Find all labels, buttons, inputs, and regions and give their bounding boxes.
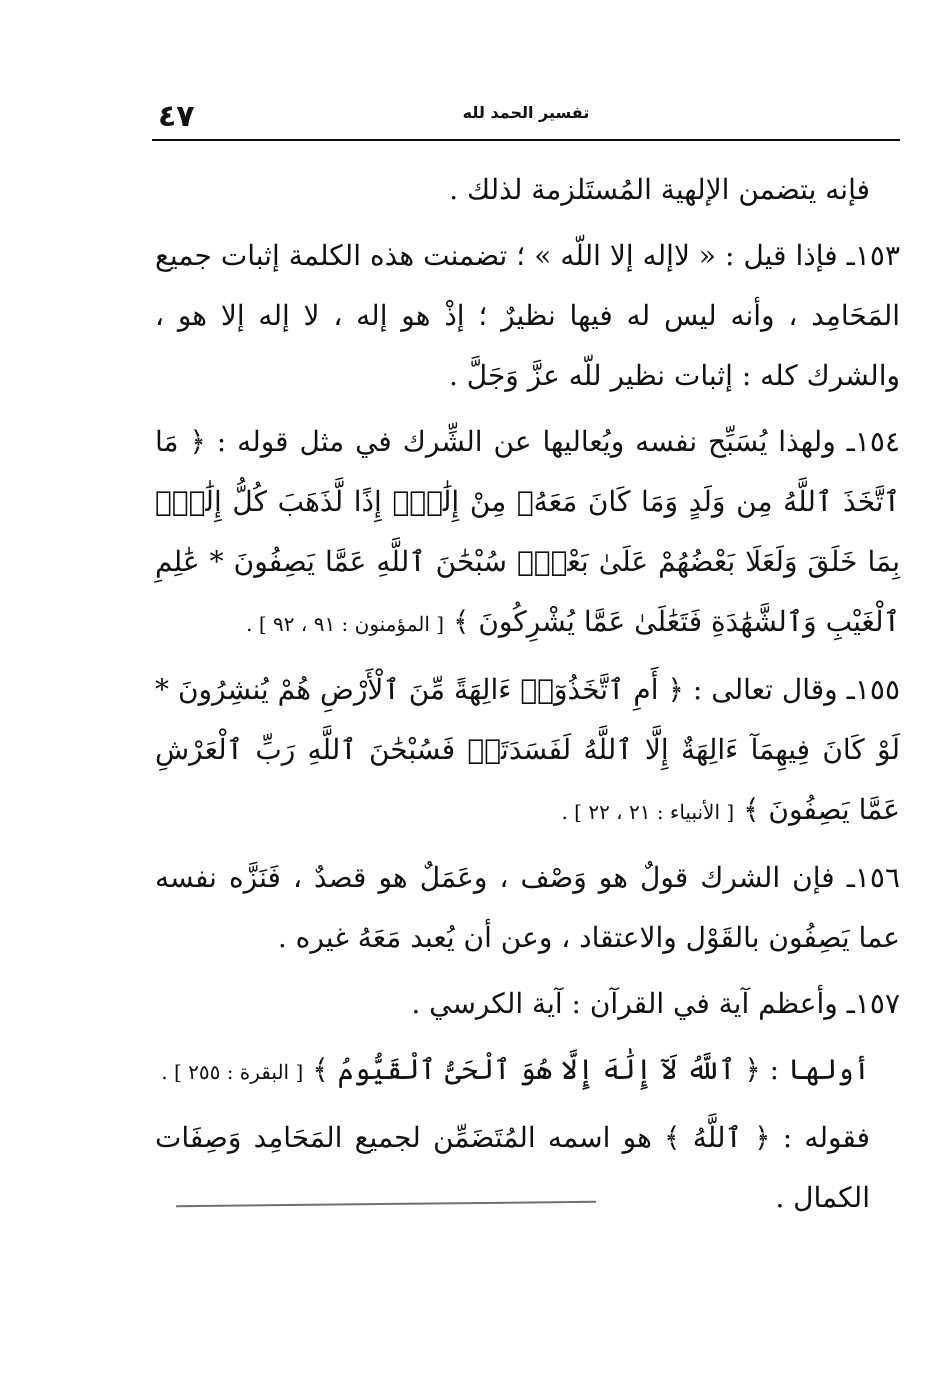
page-number: ٤٧ <box>158 99 195 134</box>
paragraph-number: ١٥٣ـ <box>846 239 900 272</box>
paragraph-text: فإنه يتضمن الإلهية المُستَلزمة لذلك . <box>449 173 870 206</box>
paragraph-text: وأعظم آية في القرآن : آية الكرسي . <box>411 987 838 1020</box>
paragraph-157 <box>155 974 900 1034</box>
verse-reference: [ المؤمنون : ٩١ ، ٩٢ ] . <box>246 612 445 636</box>
paragraph-157-explanation <box>155 1108 900 1228</box>
paragraph-number: ١٥٦ـ <box>846 861 901 894</box>
paragraph-156 <box>155 848 900 968</box>
verse-reference: [ البقرة : ٢٥٥ ] . <box>161 1060 304 1084</box>
paragraph-number: ١٥٥ـ <box>846 673 900 706</box>
paragraph-number: ١٥٤ـ <box>846 425 900 458</box>
paragraph-text: فإن الشرك قولٌ هو وَصْف ، وعَمَلٌ هو قصدٌ ، فَنَزَّه نفسه عما يَصِفُون بالقَوْل والاعتقاد ، وعن أن يُعبد مَعَهُ غيره . <box>155 861 900 954</box>
paragraph-153 <box>155 226 900 406</box>
paragraph-text: ولهذا يُسَبِّح نفسه ويُعاليها عن الشِّرك في مثل قوله : ﴿ مَا ٱتَّخَذَ ٱللَّهُ مِن وَلَدٍ وَمَا كَانَ مَعَهُۥ مِنْ إِلَٰهٍۚ إِذًا لَّذَهَبَ كُلُّ إِلَٰهٍۭ بِمَا خَلَقَ وَلَعَلَا بَعْضُهُمْ عَلَىٰ بَعْضٍۚ سُبْحَٰنَ ٱللَّهِ عَمَّا يَصِفُونَ * عَٰلِمِ ٱلْغَيْبِ وَٱلشَّهَٰدَةِ فَتَعَٰلَىٰ عَمَّا يُشْرِكُونَ ﴾ <box>155 425 900 638</box>
page-body <box>155 160 900 1234</box>
paragraph-text: فقوله : ﴿ ٱللَّهُ ﴾ هو اسمه المُتَضَمِّن لجميع المَحَامِد وَصِفَات الكمال . <box>155 1121 870 1214</box>
paragraph-157-verse <box>155 1040 900 1102</box>
running-title: تفسير الحمد لله <box>462 103 590 122</box>
paragraph-154 <box>155 412 900 654</box>
verse-reference: [ الأنبياء : ٢١ ، ٢٢ ] . <box>561 800 735 824</box>
paragraph-155 <box>155 660 900 842</box>
paragraph-text: فإذا قيل : « لاإله إلا اللّه » ؛ تضمنت هذه الكلمة إثبات جميع المَحَامِد ، وأنه ليس له فيها نظيرٌ ؛ إذْ هو إله ، لا إله إلا هو ، والشرك كله : إثبات نظير للّه عزَّ وَجَلَّ . <box>155 239 900 392</box>
paragraph-text: وقال تعالى : ﴿ أَمِ ٱتَّخَذُوٓا۟ ءَالِهَةً مِّنَ ٱلْأَرْضِ هُمْ يُنشِرُونَ * لَوْ كَانَ فِيهِمَآ ءَالِهَةٌ إِلَّا ٱللَّهُ لَفَسَدَتَاۚ فَسُبْحَٰنَ ٱللَّهِ رَبِّ ٱلْعَرْشِ عَمَّا يَصِفُونَ ﴾ <box>155 673 900 826</box>
paragraph-text: أولها : ﴿ ٱللَّهُ لَآ إِلَٰهَ إِلَّا هُوَ ٱلْحَىُّ ٱلْقَيُّومُ ﴾ <box>312 1053 870 1086</box>
page-header <box>152 95 900 141</box>
paragraph-intro <box>155 160 900 220</box>
paragraph-number: ١٥٧ـ <box>846 987 900 1020</box>
